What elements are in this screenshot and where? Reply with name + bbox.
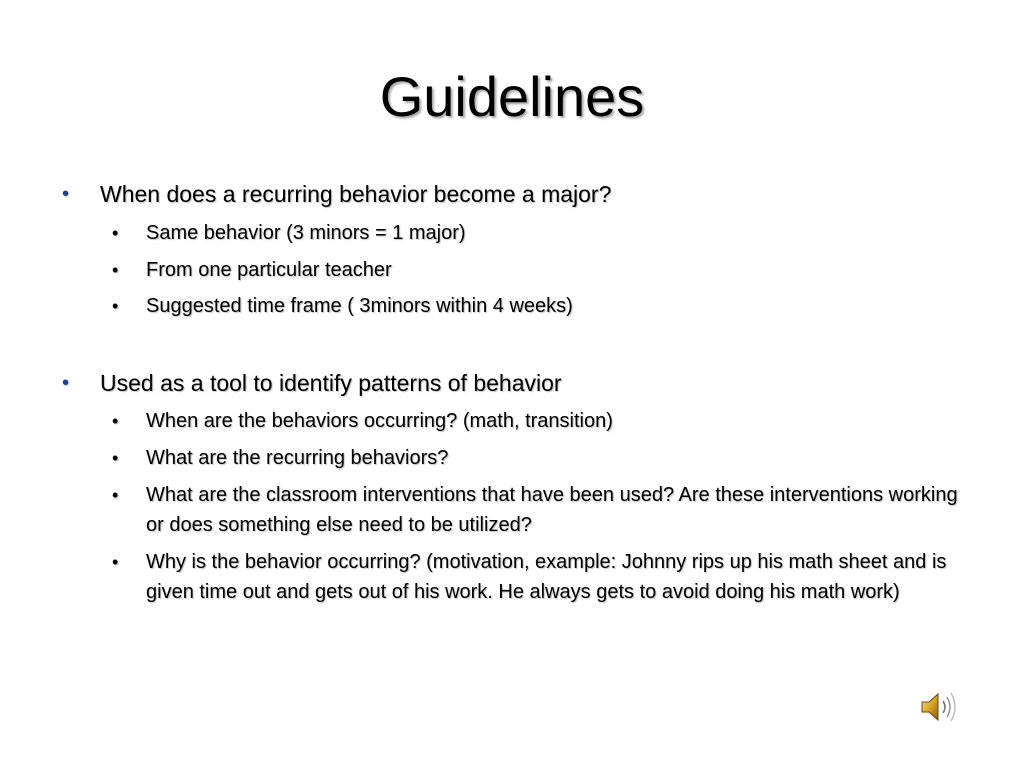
speaker-sound-icon-graphic: [918, 690, 958, 724]
sub-bullet-text: Same behavior (3 minors = 1 major): [146, 222, 466, 244]
sub-bullet-marker: •: [112, 223, 119, 243]
sub-bullet-marker: •: [112, 260, 119, 280]
sub-bullet-marker: •: [112, 485, 119, 505]
bullet-text: When does a recurring behavior become a major?: [100, 181, 612, 207]
bullet-marker: •: [62, 183, 70, 205]
sub-bullet-text: When are the behaviors occurring? (math, transition): [146, 410, 613, 432]
sub-bullet-marker: •: [112, 411, 119, 431]
sub-bullet-text: Why is the behavior occurring? (motivation, example: Johnny rips up his math sheet and is given time out and gets out of his work. He always gets to avoid doing his math work): [146, 551, 947, 603]
sub-bullet-text: From one particular teacher: [146, 259, 392, 281]
bullet-marker: •: [62, 372, 70, 394]
sub-bullet-marker: •: [112, 296, 119, 316]
speaker-sound-icon[interactable]: [918, 690, 958, 724]
bullet-text: Used as a tool to identify patterns of behavior: [100, 370, 562, 396]
slide-title: Guidelines: [379, 65, 645, 128]
sub-bullet-marker: •: [112, 552, 119, 572]
sub-bullet-text: What are the recurring behaviors?: [146, 447, 449, 469]
sub-bullet-text: Suggested time frame ( 3minors within 4 weeks): [146, 295, 573, 317]
sub-bullet-text: What are the classroom interventions that have been used? Are these interventions working or does something else need to be utilized?: [146, 484, 958, 536]
sub-bullet-marker: •: [112, 448, 119, 468]
